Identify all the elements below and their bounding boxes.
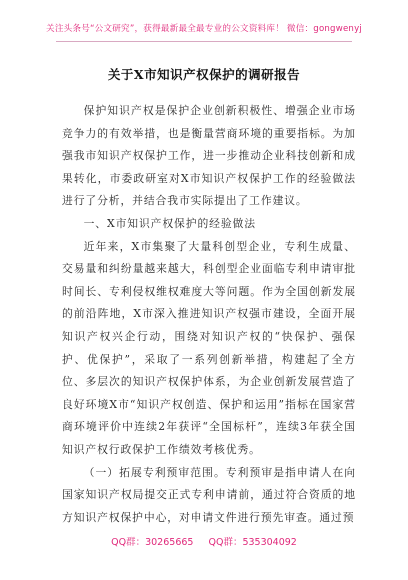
section-heading: 一、X市知识产权保护的经验做法	[83, 216, 256, 230]
intro-paragraph: 保护知识产权是保护企业创新积极性、增强企业市场竞争力的有效举措，也是衡量营商环境的重要指标。为加强我市知识产权保护工作，进一步推动企业科技创新和成果转化，市委政研室对X市知识产权保护工作的经验做法进行了分析，并结合我市实际提出了工作建议。	[62, 104, 356, 208]
body-paragraph: 近年来，X市集聚了大量科创型企业，专利生成量、交易量和纠纷量越来越大，科创型企业面临专利申请审批时间长、专利侵权维权难度大等问题。作为全国创新发展的前沿阵地，X市深入推进知识产权强市建设，全面开展知识产权兴企行动，围绕对知识产权的“快保护、强保护、优保护”，采取了一系列创新举措，构建起了全方位、多层次的知识产权保护体系，为企业创新发展营造了良好环境X市“知识产权创造、保护和运用”指标在国家营商环境评价中连续2年获评“全国标杆”，连续3年获全国知识产权行政保护工作绩效考核优秀。	[62, 239, 356, 456]
footer-qq-group-2: QQ群：535304092	[208, 537, 297, 548]
subsection-paragraph: （一）拓展专利预审范围。专利预审是指申请人在向国家知识产权局提交正式专利申请前，通过符合资质的地方知识产权保护中心，对申请文件进行预先审查。通过预	[62, 465, 356, 524]
document-title: 关于X市知识产权保护的调研报告	[107, 67, 301, 82]
footer-note	[0, 534, 408, 548]
document-body	[62, 100, 356, 529]
footer-qq-group-1: QQ群：30265665	[111, 537, 194, 548]
header-divider	[56, 41, 352, 42]
header-note: 关注头条号“公文研究”，获得最新最全最专业的公文资料库！ 微信：gongwenyj	[46, 24, 362, 34]
